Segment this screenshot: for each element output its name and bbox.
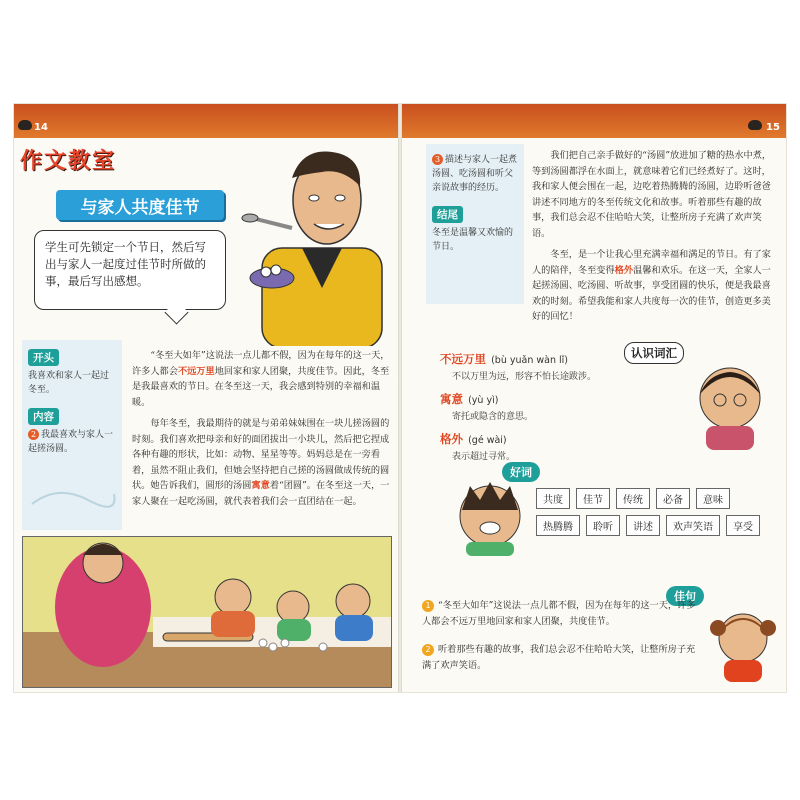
vocab-item: 不远万里 (bù yuǎn wàn lǐ) 不以万里为远，形容不怕长途跋涉。	[440, 352, 597, 382]
good-word: 热腾腾	[536, 515, 580, 536]
good-words-label: 好词	[502, 462, 540, 482]
essay-body-right	[532, 148, 778, 331]
vocab-item: 格外 (gé wài) 表示超过寻常。	[440, 432, 516, 462]
prompt-bubble	[34, 230, 226, 310]
vocab-label: 认识词汇	[624, 342, 684, 364]
boy-avatar	[450, 476, 530, 556]
left-header-bar	[14, 104, 398, 138]
tag-content: 内容	[28, 408, 59, 425]
paragraph-1: “冬至大如年”这说法一点儿都不假，因为在每年的这一天，许多人都会不远万里地回家和家人团聚，共度佳节。因此，冬至是我最喜欢的节日。在冬至这一天，我会感到特别的幸福和温暖。	[132, 350, 390, 408]
vocab-item: 寓意 (yù yì) 寄托或隐含的意思。	[440, 392, 534, 422]
vocab-list	[440, 348, 690, 468]
good-sentences-label: 佳句	[666, 586, 704, 606]
good-sentence: 2 听着那些有趣的故事，我们总会忍不住哈哈大笑，让整所房子充满了欢声笑语。	[422, 644, 696, 671]
note-content: 我最喜欢与家人一起搓汤圆。	[28, 430, 114, 454]
book-spread	[14, 104, 786, 692]
page-number-left: 14	[34, 122, 48, 133]
tag-ending: 结尾	[432, 206, 463, 223]
man-eating-illustration	[232, 138, 396, 346]
good-word: 佳节	[576, 488, 610, 509]
essay-body-left	[132, 348, 390, 515]
good-word: 传统	[616, 488, 650, 509]
girl-avatar	[708, 602, 778, 682]
good-word: 欢声笑语	[666, 515, 720, 536]
note-body: 描述与家人一起煮汤圆、吃汤圆和听父亲说故事的经历。	[432, 155, 518, 193]
bug-icon	[748, 120, 762, 130]
right-page	[402, 104, 786, 692]
tag-opening: 开头	[28, 349, 59, 366]
bug-icon	[18, 120, 32, 130]
note-opening: 我喜欢和家人一起过冬至。	[28, 371, 110, 395]
good-word: 意味	[696, 488, 730, 509]
paragraph-3: 我们把自己亲手做好的“汤圆”放进加了糖的热水中煮，等到汤圆都浮在水面上，就意味着它们已经煮好了。这时，我和家人便会围在一起，边吃着热腾腾的汤圆，边聆听爸爸讲述不同地方的冬至传统文化和故事。听着那些有趣的故事，我们总会忍不住哈哈大笑，让整所房子充满了欢声笑语。	[532, 150, 772, 239]
good-sentence: 1 “冬至大如年”这说法一点儿都不假，因为在每年的这一天，许多人都会不远万里地回家和家人团聚，共度佳节。	[422, 600, 696, 627]
good-word: 讲述	[626, 515, 660, 536]
note-ending: 冬至是温馨又欢愉的节日。	[432, 228, 514, 252]
structure-sidebar	[22, 340, 122, 530]
structure-sidebar-right	[426, 144, 524, 304]
paragraph-2: 每年冬至，我最期待的就是与弟弟妹妹围在一块儿搓汤圆的时刻。我们喜欢把母亲和好的面团拔出一小块儿，然后把它捏成各种有趣的形状，比如：动物、星星等等。妈妈总是在一旁看着，虽然不阻止我们，但她会坚持把自己搓的汤圆做成传统的圆状。她告诉我们，圆形的汤圆寓意着“团圆”。在冬至这一天，一家人聚在一起吃汤圆，就代表着我们会一直团结在一起。	[132, 418, 390, 507]
pencil-decoration	[28, 464, 116, 514]
step-number: 2	[28, 429, 39, 440]
step-number: 3	[432, 154, 443, 165]
good-words-grid	[536, 488, 766, 536]
topic-banner: 与家人共度佳节	[56, 190, 224, 220]
prompt-text: 学生可先锁定一个节日，然后写出与家人一起度过佳节时所做的事，最后写出感想。	[45, 240, 206, 288]
good-word: 聆听	[586, 515, 620, 536]
good-word: 享受	[726, 515, 760, 536]
family-making-tangyuan-illustration	[22, 536, 392, 688]
right-header-bar	[402, 104, 786, 138]
good-word: 共度	[536, 488, 570, 509]
good-word: 必备	[656, 488, 690, 509]
teacher-avatar	[692, 360, 768, 450]
section-title: 作 文 教 室	[20, 148, 115, 174]
left-page	[14, 104, 398, 692]
page-number-right: 15	[766, 122, 780, 133]
paragraph-4: 冬至，是一个让我心里充满幸福和满足的节日。有了家人的陪伴，冬至变得格外温馨和欢乐。在这一天，全家人一起搓汤圆、吃汤圆、听故事，享受团圆的快乐，便是我最喜欢的时刻。希望我能和家人共度每一次的佳节，创造更多美好的回忆！	[532, 249, 771, 322]
